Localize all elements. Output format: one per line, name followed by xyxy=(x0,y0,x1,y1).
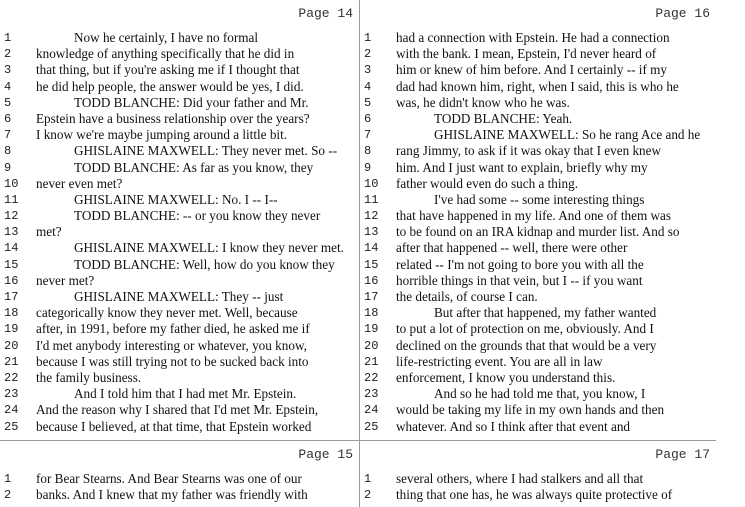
transcript-line xyxy=(0,471,359,487)
line-text: with the bank. I mean, Epstein, I'd never heard of xyxy=(396,46,657,62)
line-number: 3 xyxy=(364,63,372,78)
transcript-line xyxy=(360,386,716,402)
transcript-line xyxy=(0,176,359,192)
line-number: 21 xyxy=(4,354,19,369)
line-text: related -- I'm not going to bore you with all the xyxy=(396,256,644,272)
line-number: 3 xyxy=(4,63,12,78)
line-number: 19 xyxy=(364,322,379,337)
line-text: was, he didn't know who he was. xyxy=(396,94,570,110)
page-number-label: Page 17 xyxy=(655,447,710,462)
line-text: TODD BLANCHE: Well, how do you know they xyxy=(74,256,335,272)
line-number: 1 xyxy=(364,472,372,486)
transcript-line xyxy=(360,62,716,78)
transcript-line xyxy=(360,46,716,62)
line-text: rang Jimmy, to ask if it was okay that I even knew xyxy=(396,143,662,159)
line-text: dad had known him, right, when I said, this is who he xyxy=(396,78,679,94)
transcript-line xyxy=(0,257,359,273)
line-text: knowledge of anything specifically that he did in xyxy=(36,46,295,62)
transcript-line xyxy=(0,240,359,256)
line-text: him or knew of him before. And I certainly -- if my xyxy=(396,62,667,78)
line-number: 7 xyxy=(4,128,12,143)
transcript-line xyxy=(0,95,359,111)
line-text: met? xyxy=(36,224,62,240)
line-number: 15 xyxy=(4,257,19,272)
transcript-line xyxy=(360,176,716,192)
line-text: Now he certainly, I have no formal xyxy=(74,30,259,45)
line-text: would be taking my life in my own hands and then xyxy=(396,402,665,418)
line-text: after, in 1991, before my father died, he asked me if xyxy=(36,321,310,337)
page-14-panel xyxy=(0,0,360,441)
line-number: 1 xyxy=(364,31,372,45)
line-number: 25 xyxy=(4,419,19,434)
transcript-line xyxy=(0,143,359,159)
line-text: And the reason why I shared that I'd met Mr. Epstein, xyxy=(36,402,319,418)
line-text: had a connection with Epstein. He had a connection xyxy=(396,30,670,45)
transcript-line xyxy=(360,487,716,503)
line-number: 15 xyxy=(364,257,379,272)
line-text: But after that happened, my father wanted xyxy=(434,305,657,321)
transcript-line xyxy=(0,62,359,78)
line-text: GHISLAINE MAXWELL: I know they never met. xyxy=(74,240,344,256)
line-number: 17 xyxy=(4,290,19,304)
line-number: 18 xyxy=(364,306,379,321)
page-17-panel xyxy=(359,440,716,507)
line-number: 22 xyxy=(4,370,19,385)
line-text: I'd met anybody interesting or whatever, you know, xyxy=(36,337,307,353)
line-text: GHISLAINE MAXWELL: No. I -- I-- xyxy=(74,191,278,207)
line-number: 19 xyxy=(4,322,19,337)
line-number: 2 xyxy=(4,488,12,503)
transcript-line xyxy=(0,419,359,435)
transcript-line xyxy=(0,208,359,224)
transcript-lines xyxy=(360,30,716,435)
line-number: 11 xyxy=(4,192,19,207)
transcript-line xyxy=(360,354,716,370)
line-text: the family business. xyxy=(36,369,142,385)
line-number: 22 xyxy=(364,370,379,385)
line-text: because I was still trying not to be sucked back into xyxy=(36,353,309,369)
line-text: several others, where I had stalkers and all that xyxy=(396,471,644,486)
line-text: thing that one has, he was always quite protective of xyxy=(396,487,673,503)
line-number: 4 xyxy=(4,79,12,94)
line-text: father would even do such a thing. xyxy=(396,175,579,191)
line-number: 4 xyxy=(364,79,372,94)
transcript-line xyxy=(0,160,359,176)
transcript-line xyxy=(360,419,716,435)
transcript-line xyxy=(360,127,716,143)
transcript-line xyxy=(360,224,716,240)
transcript-line xyxy=(360,240,716,256)
page-number-label: Page 16 xyxy=(655,6,710,21)
line-number: 14 xyxy=(4,241,19,256)
line-number: 20 xyxy=(4,338,19,353)
transcript-lines xyxy=(360,471,716,503)
transcript-line xyxy=(0,386,359,402)
line-text: Epstein have a business relationship over the years? xyxy=(36,110,310,126)
line-text: to put a lot of protection on me, obviously. And I xyxy=(396,321,654,337)
line-number: 13 xyxy=(4,225,19,240)
line-text: for Bear Stearns. And Bear Stearns was one of our xyxy=(36,471,302,486)
line-text: TODD BLANCHE: As far as you know, they xyxy=(74,159,314,175)
line-text: TODD BLANCHE: Did your father and Mr. xyxy=(74,94,309,110)
transcript-line xyxy=(360,338,716,354)
line-text: And I told him that I had met Mr. Epstein. xyxy=(74,386,297,402)
line-number: 2 xyxy=(364,488,372,503)
transcript-line xyxy=(360,370,716,386)
line-number: 12 xyxy=(364,209,379,224)
line-number: 25 xyxy=(364,419,379,434)
line-number: 24 xyxy=(364,403,379,418)
transcript-line xyxy=(0,192,359,208)
line-number: 20 xyxy=(364,338,379,353)
line-number: 8 xyxy=(4,144,12,159)
line-number: 18 xyxy=(4,306,19,321)
line-text: horrible things in that vein, but I -- if you want xyxy=(396,272,643,288)
line-text: And so he had told me that, you know, I xyxy=(434,386,646,402)
line-text: enforcement, I know you understand this. xyxy=(396,369,616,385)
transcript-line xyxy=(0,354,359,370)
transcript-line xyxy=(0,79,359,95)
line-text: categorically know they never met. Well, because xyxy=(36,305,298,321)
transcript-line xyxy=(360,111,716,127)
transcript-line xyxy=(360,143,716,159)
line-text: he did help people, the answer would be yes, I did. xyxy=(36,78,304,94)
page-16-panel xyxy=(359,0,716,441)
line-text: never met? xyxy=(36,272,95,288)
line-number: 24 xyxy=(4,403,19,418)
transcript-line xyxy=(0,224,359,240)
line-text: I know we're maybe jumping around a little bit. xyxy=(36,127,288,143)
transcript-line xyxy=(360,289,716,305)
line-number: 9 xyxy=(4,160,12,175)
line-text: declined on the grounds that that would be a very xyxy=(396,337,657,353)
line-number: 23 xyxy=(4,387,19,402)
line-text: GHISLAINE MAXWELL: So he rang Ace and he xyxy=(434,127,701,143)
line-text: after that happened -- well, there were other xyxy=(396,240,628,256)
line-number: 11 xyxy=(364,192,379,207)
transcript-line xyxy=(360,321,716,337)
line-text: that have happened in my life. And one of them was xyxy=(396,208,672,224)
line-number: 8 xyxy=(364,144,372,159)
line-text: TODD BLANCHE: Yeah. xyxy=(434,110,573,126)
line-text: GHISLAINE MAXWELL: They never met. So -- xyxy=(74,143,338,159)
page-15-panel xyxy=(0,440,360,507)
line-number: 17 xyxy=(364,290,379,304)
page-number-label: Page 14 xyxy=(298,6,353,21)
transcript-line xyxy=(0,46,359,62)
transcript-line xyxy=(0,338,359,354)
line-number: 5 xyxy=(364,95,372,110)
line-number: 2 xyxy=(4,47,12,62)
line-number: 10 xyxy=(4,176,19,191)
line-number: 6 xyxy=(364,111,372,126)
line-number: 21 xyxy=(364,354,379,369)
line-text: whatever. And so I think after that event and xyxy=(396,418,631,434)
transcript-line xyxy=(360,95,716,111)
line-number: 16 xyxy=(4,273,19,288)
line-text: life-restricting event. You are all in law xyxy=(396,353,603,369)
transcript-line xyxy=(0,127,359,143)
transcript-line xyxy=(360,305,716,321)
transcript-line xyxy=(0,111,359,127)
line-number: 5 xyxy=(4,95,12,110)
line-number: 16 xyxy=(364,273,379,288)
transcript-lines xyxy=(0,471,359,503)
line-number: 23 xyxy=(364,387,379,402)
transcript-line xyxy=(0,305,359,321)
line-text: I've had some -- some interesting things xyxy=(434,191,645,207)
line-number: 2 xyxy=(364,47,372,62)
transcript-line xyxy=(360,471,716,487)
transcript-line xyxy=(0,370,359,386)
transcript-line xyxy=(360,273,716,289)
transcript-line xyxy=(0,321,359,337)
transcript-line xyxy=(360,402,716,418)
line-text: TODD BLANCHE: -- or you know they never xyxy=(74,208,321,224)
transcript-line xyxy=(0,487,359,503)
transcript-line xyxy=(360,30,716,46)
line-number: 12 xyxy=(4,209,19,224)
transcript-line xyxy=(0,273,359,289)
transcript-line xyxy=(360,257,716,273)
line-number: 9 xyxy=(364,160,372,175)
line-text: GHISLAINE MAXWELL: They -- just xyxy=(74,289,284,304)
line-text: the details, of course I can. xyxy=(396,289,538,304)
transcript-lines xyxy=(0,30,359,435)
line-number: 1 xyxy=(4,472,12,486)
line-number: 13 xyxy=(364,225,379,240)
line-text: him. And I just want to explain, briefly why my xyxy=(396,159,648,175)
transcript-line xyxy=(360,79,716,95)
transcript-line xyxy=(360,208,716,224)
page-number-label: Page 15 xyxy=(298,447,353,462)
line-text: never even met? xyxy=(36,175,123,191)
line-text: that thing, but if you're asking me if I thought that xyxy=(36,62,300,78)
transcript-line xyxy=(0,30,359,46)
line-text: because I believed, at that time, that Epstein worked xyxy=(36,418,312,434)
line-number: 1 xyxy=(4,31,12,45)
line-number: 10 xyxy=(364,176,379,191)
line-number: 14 xyxy=(364,241,379,256)
transcript-line xyxy=(0,289,359,305)
line-text: to be found on an IRA kidnap and murder list. And so xyxy=(396,224,680,240)
line-text: banks. And I knew that my father was friendly with xyxy=(36,487,308,503)
transcript-line xyxy=(360,160,716,176)
line-number: 6 xyxy=(4,111,12,126)
line-number: 7 xyxy=(364,128,372,143)
transcript-line xyxy=(360,192,716,208)
transcript-line xyxy=(0,402,359,418)
